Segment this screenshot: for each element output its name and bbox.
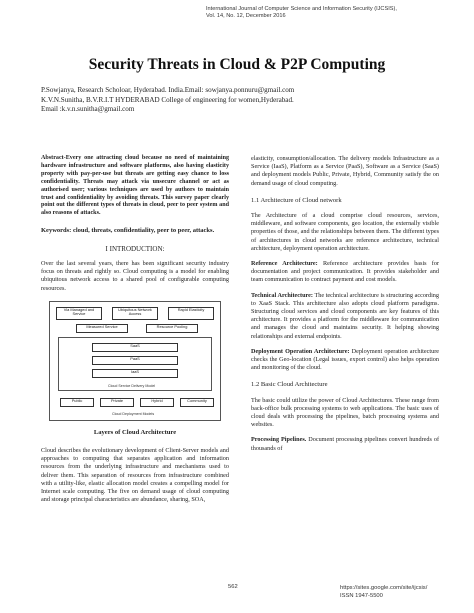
page-number: 562 <box>228 584 238 590</box>
reference-architecture-paragraph <box>251 260 439 285</box>
reference-architecture-text: Reference architecture provides basis for documentation and project communication. It provides stakeholder and team communication to contract payment and cost models. <box>251 260 440 284</box>
author-line-2: K.V.N.Sunitha, B.V.R.I.T HYDERABAD College of engineering for women,Hyderabad. <box>41 95 294 104</box>
journal-header-line2: Vol. 14, No. 12, December 2016 <box>206 13 286 19</box>
cloud-architecture-figure <box>49 301 221 421</box>
section-1-2-paragraph: The basic could utilize the power of Cloud Architectures. These range from back-office bulk processing systems to web applications. The basic uses of cloud deals with processing the pipelines, batch processing systems and websites. <box>251 396 439 429</box>
figure-stack-label: Cloud Service Delivery Model <box>108 383 156 388</box>
paper-title: Security Threats in Cloud & P2P Computing <box>88 56 386 73</box>
technical-architecture-paragraph <box>251 292 439 341</box>
author-line-1: P.Sowjanya, Research Scholoar, Hyderabad. India.Email: sowjanya.ponnuru@gmail.com <box>41 86 295 94</box>
right-column <box>251 155 439 453</box>
intro-paragraph-1: Over the last several years, there has been significant security industry focus on threats and rightly so. Cloud computing is a model for enabling ubiquitous network access to a shared pool of configurable computing resources. <box>41 259 229 292</box>
deployment-architecture-paragraph <box>251 348 439 373</box>
keywords: Keywords: cloud, threats, confidentiality, peer to peer, attacks. <box>41 227 215 235</box>
authors-block <box>41 86 441 115</box>
figure-deploy-label: Cloud Deployment Models <box>112 411 155 416</box>
figure-stack-paas: PaaS <box>92 356 178 365</box>
processing-pipelines-paragraph <box>251 436 439 452</box>
figure-box-top-2: Ubiquitous Network Access <box>112 307 158 320</box>
deployment-architecture-text: Deployment operation architecture checks the Geo-location (Legal issues, export control) also helps operation and monitoring of the cloud. <box>251 347 439 372</box>
technical-architecture-text: The technical architecture is structuring according to XaaS Stack. This architecture also adopts cloud platform paradigms. Structuring cloud services and cloud components are key features of this architecture. It provides a platform for the middleware for communication and manages the cloud and maintains security. It helping showing relationships and external endpoints. <box>251 291 439 340</box>
deployment-architecture-label: Deployment Operation Architecture: <box>251 347 350 355</box>
figure-box-top-1: Via Managed and Service <box>56 307 102 320</box>
figure-deploy-hybrid: Hybrid <box>140 398 174 407</box>
footer-url: https://sites.google.com/site/ijcsis/ <box>340 585 428 591</box>
abstract: Abstract-Every one attracting cloud because no need of maintaining hardware infrastructure and software platforms, also having elasticity property with pay-per-use but threats are getting easy chance to loss confidentiality. Threats may attack via unsecure channel or act as authorised user; various techniques are used by authors to maintain trust and confidentiality by avoiding threats. This survey paper clearly point out the different types of threats in cloud, peer to peer system and also reasons of attacks. <box>41 155 229 217</box>
section-1-1-paragraph: The Architecture of a cloud comprise cloud resources, services, middleware, and software components, geo location, the externally visible properties of those, and the relationships between them. The different types of architectures in cloud networks are reference architecture, technical architecture, deployment operation architecture. <box>251 212 439 252</box>
section-heading-introduction: I INTRODUCTION: <box>105 244 165 253</box>
figure-deploy-community: Community <box>180 398 214 407</box>
figure-stack-saas: SaaS <box>92 343 178 352</box>
journal-header-line1: International Journal of Computer Science and Information Security (IJCSIS), <box>206 6 397 12</box>
figure-deploy-private: Private <box>100 398 134 407</box>
reference-architecture-label: Reference Architecture: <box>251 260 318 268</box>
intro-paragraph-2: Cloud describes the evolutionary development of Client-Server models and approaches to computing that separates application and information resources from the underlying infrastructure and mechanisms used to deliver them. This separation of resources from infrastructure combined with a utility-like, elastic allocation model creates a compelling model for Internet scale computing. The five on demand usage of cloud computing and storage principal characteristics are abundance, sharing, SOA, <box>41 446 229 504</box>
technical-architecture-label: Technical Architecture: <box>251 291 313 299</box>
author-line-3: Email :k.v.n.sunitha@gmail.com <box>41 105 135 113</box>
intro-continued: elasticity, consumption/allocation. The delivery models Infrastructure as a Service (IaaS), Platform as a Service (PaaS), Software as a Service (SaaS) and deployment models Public, Private, Hybrid, Community satisfy the on demand usage of cloud computing. <box>251 155 439 187</box>
left-column <box>41 155 229 504</box>
footer-right <box>340 584 427 600</box>
figure-deploy-public: Public <box>60 398 94 407</box>
figure-caption: Layers of Cloud Architecture <box>93 428 177 436</box>
figure-box-top-3: Rapid Elasticity <box>168 307 214 320</box>
journal-header <box>206 6 468 20</box>
figure-box-second-1: Measured Service <box>76 324 128 333</box>
footer-issn: ISSN 1947-5500 <box>340 593 383 599</box>
section-heading-1-1: 1.1 Architecture of Cloud network <box>251 196 342 204</box>
figure-stack-iaas: IaaS <box>92 369 178 378</box>
processing-pipelines-label: Processing Pipelines. <box>251 436 307 444</box>
figure-box-second-2: Resource Pooling <box>146 324 198 333</box>
processing-pipelines-text: Document processing pipelines convert hundreds of thousands of <box>251 436 440 452</box>
section-heading-1-2: 1.2 Basic Cloud Architecture <box>251 381 328 389</box>
